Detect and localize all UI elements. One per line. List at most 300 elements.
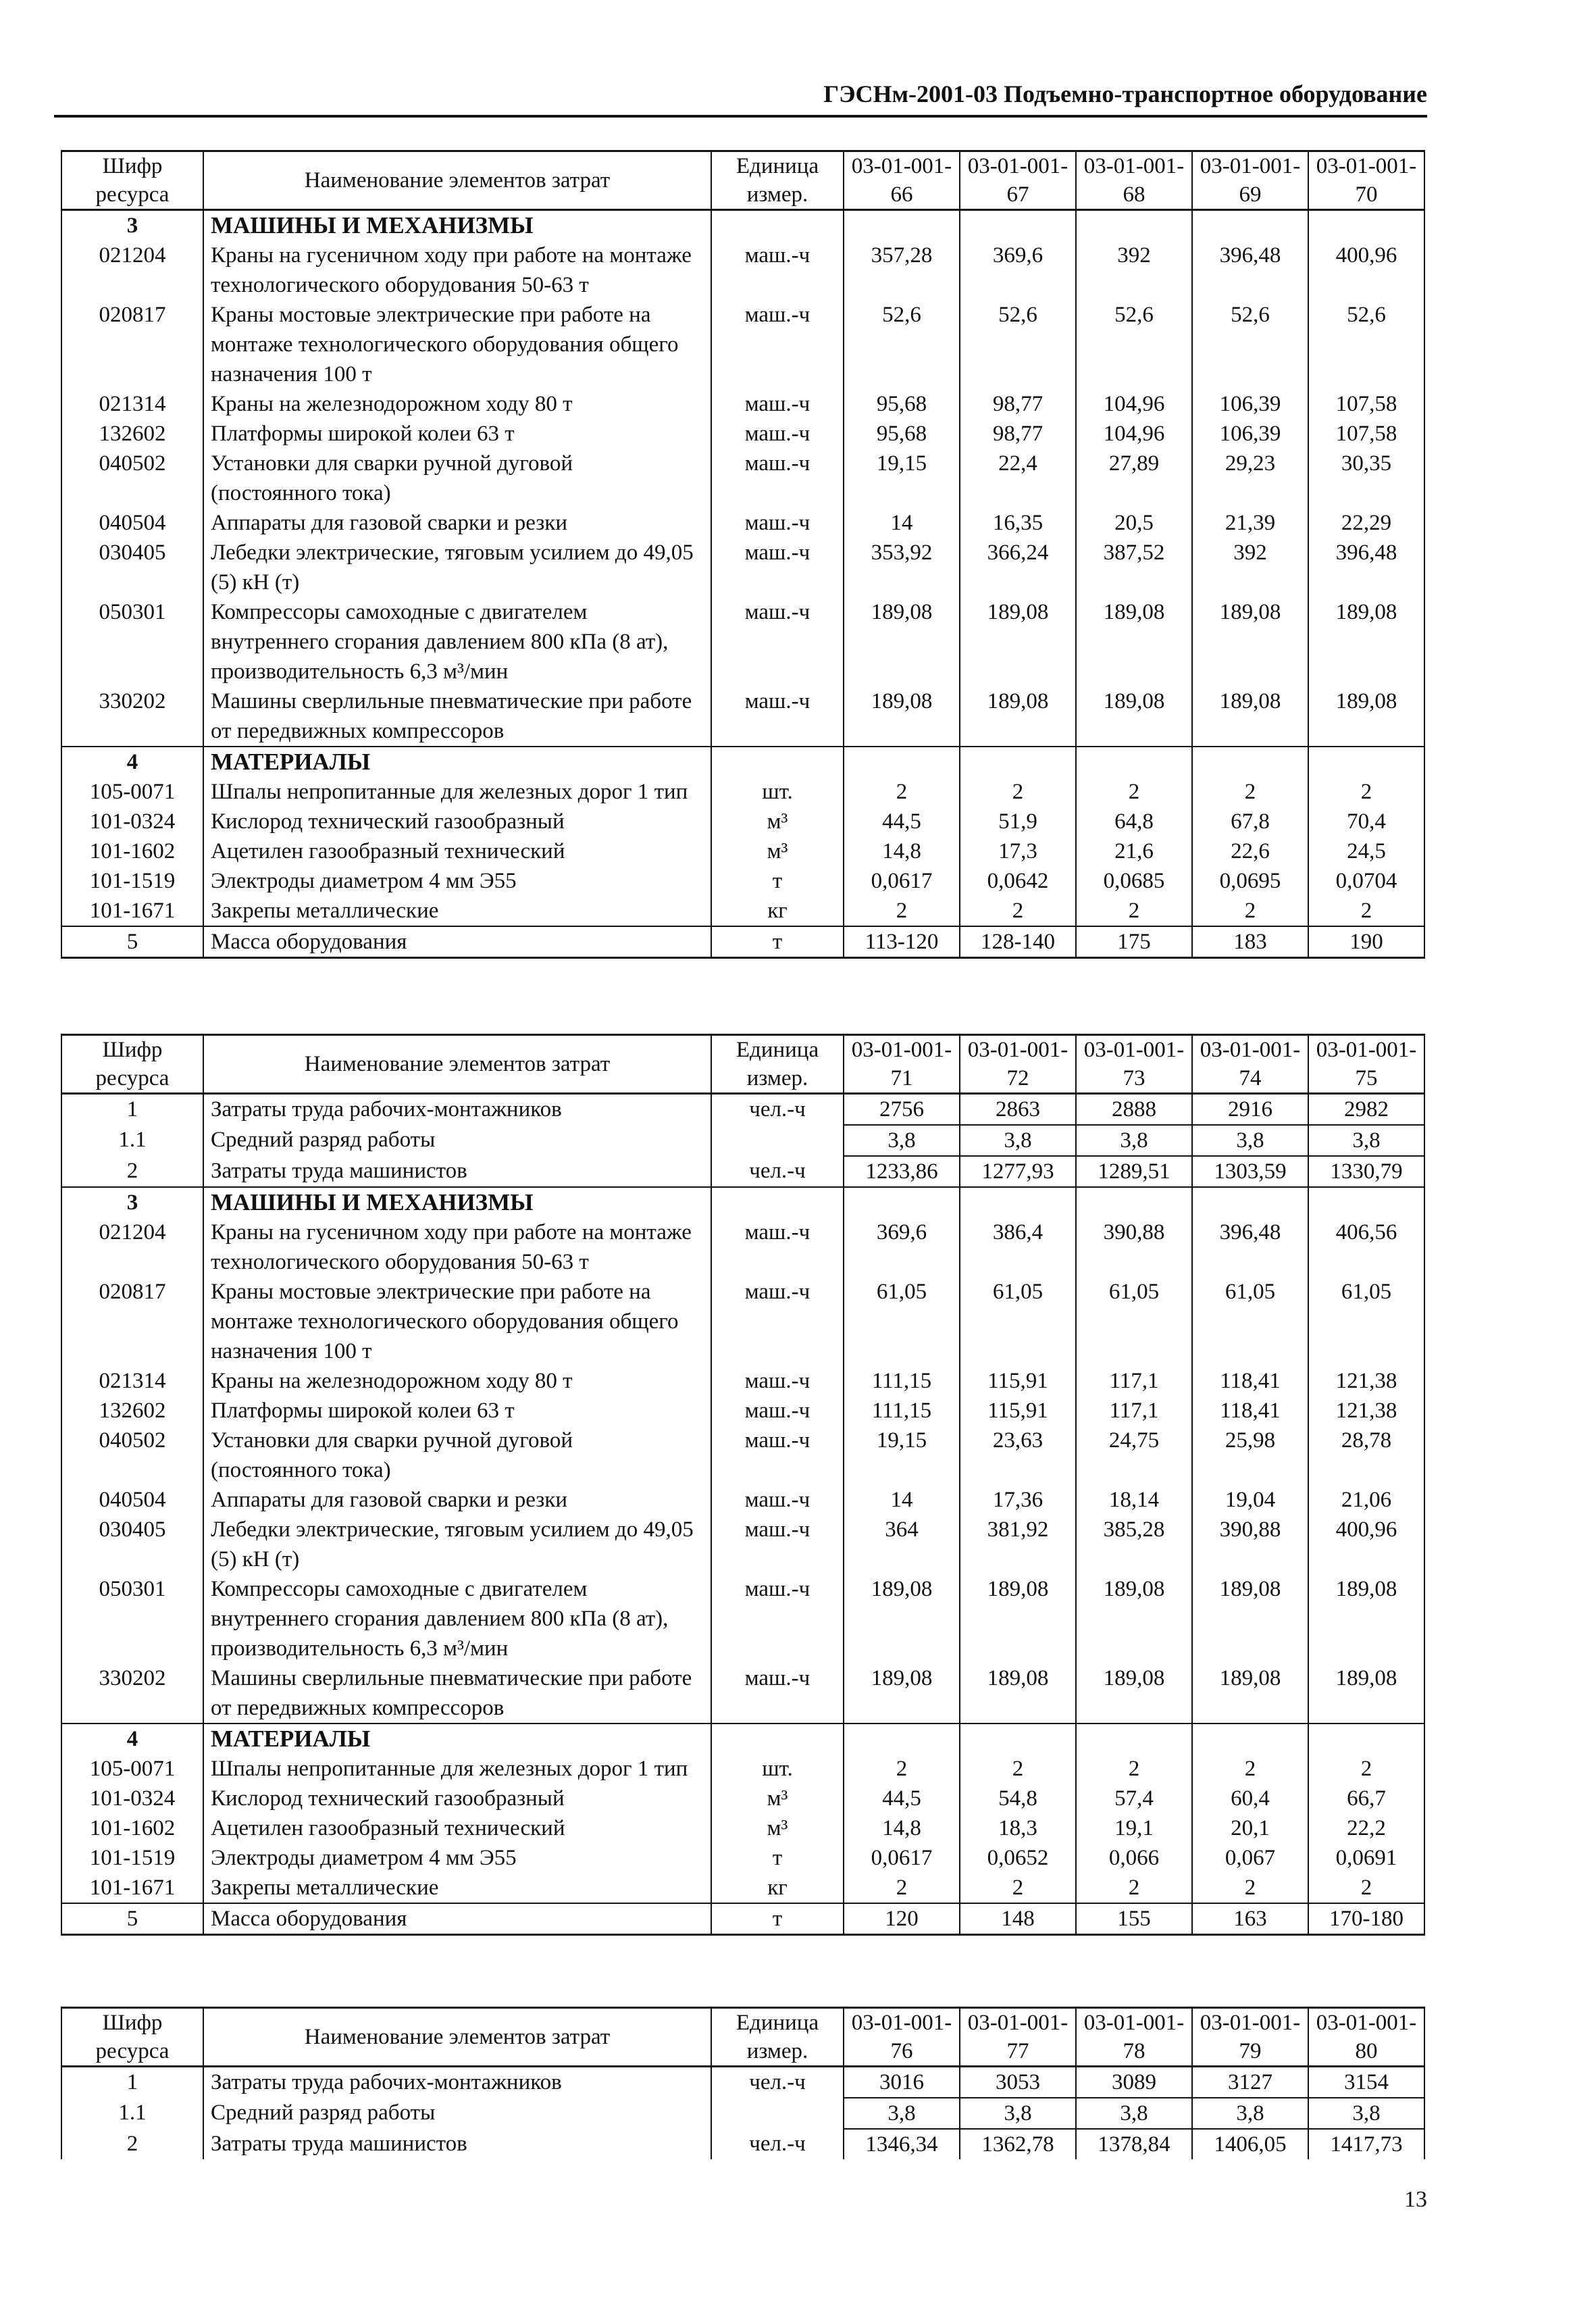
value-cell: 61,05: [1308, 1277, 1424, 1366]
value-cell: 2: [1192, 1873, 1308, 1903]
value-cell: 392: [1076, 241, 1192, 300]
cost-element-name: Масса оборудования: [203, 1903, 711, 1935]
cost-element-name: Краны на железнодорожном ходу 80 т: [203, 1366, 711, 1396]
resource-code: 101-1519: [61, 1843, 203, 1873]
value-cell: 2: [1192, 777, 1308, 807]
header-cost-element: Наименование элементов затрат: [203, 2008, 711, 2067]
value-cell: 2: [1308, 1754, 1424, 1784]
resource-code: 040502: [61, 1426, 203, 1485]
value-cell: 107,58: [1308, 389, 1424, 419]
unit-cell: т: [711, 926, 844, 958]
value-cell: 2: [844, 1754, 960, 1784]
value-cell: 183: [1192, 926, 1308, 958]
document-title: ГЭСНм-2001-03 Подъемно-транспортное оборудование: [823, 80, 1427, 107]
value-cell: [844, 747, 960, 777]
value-cell: 0,066: [1076, 1843, 1192, 1873]
value-cell: 0,0695: [1192, 866, 1308, 896]
cost-element-name: Краны мостовые электрические при работе на монтаже технологического оборудования общего назначения 100 т: [203, 300, 711, 389]
value-cell: 14,8: [844, 1813, 960, 1843]
resource-code: 030405: [61, 1515, 203, 1574]
cost-element-name: Платформы широкой колеи 63 т: [203, 419, 711, 449]
value-cell: 2: [1308, 896, 1424, 926]
value-cell: 117,1: [1076, 1366, 1192, 1396]
value-cell: 189,08: [1192, 686, 1308, 747]
value-cell: 19,04: [1192, 1485, 1308, 1515]
value-cell: 189,08: [844, 597, 960, 686]
unit-cell: [711, 2098, 844, 2129]
value-cell: 22,6: [1192, 836, 1308, 866]
value-cell: 19,15: [844, 1426, 960, 1485]
value-cell: 1277,93: [960, 1156, 1076, 1187]
header-norm-code: 03-01-001-73: [1076, 1035, 1192, 1094]
header-rule: [54, 115, 1427, 118]
value-cell: 3,8: [844, 1125, 960, 1156]
value-cell: 14: [844, 1485, 960, 1515]
unit-cell: маш.-ч: [711, 1515, 844, 1574]
value-cell: [960, 210, 1076, 241]
header-cost-element: Наименование элементов затрат: [203, 1035, 711, 1094]
cost-element-name: Закрепы металлические: [203, 1873, 711, 1903]
value-cell: 0,0691: [1308, 1843, 1424, 1873]
resource-code: 021204: [61, 1217, 203, 1277]
value-cell: [844, 1187, 960, 1217]
header-norm-code: 03-01-001-74: [1192, 1035, 1308, 1094]
value-cell: 3127: [1192, 2067, 1308, 2098]
value-cell: 189,08: [844, 1663, 960, 1724]
table-row: [61, 449, 1424, 508]
value-cell: 52,6: [960, 300, 1076, 389]
resource-code: 101-0324: [61, 807, 203, 836]
table-row: [61, 2067, 1424, 2098]
value-cell: 189,08: [844, 1574, 960, 1663]
unit-cell: [711, 1724, 844, 1754]
cost-element-name: Ацетилен газообразный технический: [203, 1813, 711, 1843]
value-cell: 67,8: [1192, 807, 1308, 836]
value-cell: 2916: [1192, 1094, 1308, 1126]
header-norm-code: 03-01-001-77: [960, 2008, 1076, 2067]
table-row: [61, 1485, 1424, 1515]
table-row: [61, 1903, 1424, 1935]
value-cell: [1308, 1187, 1424, 1217]
unit-cell: чел.-ч: [711, 1094, 844, 1126]
resource-code: 5: [61, 1903, 203, 1935]
resource-code: 050301: [61, 1574, 203, 1663]
table-header-row: [61, 2008, 1424, 2067]
cost-element-name: Средний разряд работы: [203, 2098, 711, 2129]
table-row: [61, 807, 1424, 836]
cost-element-name: Краны мостовые электрические при работе на монтаже технологического оборудования общего назначения 100 т: [203, 1277, 711, 1366]
value-cell: 189,08: [844, 686, 960, 747]
value-cell: 3,8: [1192, 2098, 1308, 2129]
value-cell: 189,08: [1192, 1663, 1308, 1724]
resource-code: 1.1: [61, 2098, 203, 2129]
table-row: [61, 508, 1424, 538]
value-cell: 115,91: [960, 1366, 1076, 1396]
value-cell: 3,8: [960, 2098, 1076, 2129]
cost-element-name: Затраты труда машинистов: [203, 2129, 711, 2159]
resource-code: 4: [61, 1724, 203, 1754]
cost-element-name: Машины сверлильные пневматические при работе от передвижных компрессоров: [203, 686, 711, 747]
value-cell: 22,4: [960, 449, 1076, 508]
resource-code: 040502: [61, 449, 203, 508]
value-cell: 106,39: [1192, 389, 1308, 419]
value-cell: 121,38: [1308, 1396, 1424, 1426]
header-norm-code: 03-01-001-79: [1192, 2008, 1308, 2067]
resource-code: 105-0071: [61, 777, 203, 807]
value-cell: 189,08: [960, 1663, 1076, 1724]
value-cell: 189,08: [1192, 597, 1308, 686]
unit-cell: [711, 747, 844, 777]
cost-element-name: Электроды диаметром 4 мм Э55: [203, 866, 711, 896]
value-cell: 95,68: [844, 389, 960, 419]
unit-cell: маш.-ч: [711, 241, 844, 300]
value-cell: 3,8: [1308, 2098, 1424, 2129]
resource-code: 040504: [61, 508, 203, 538]
value-cell: 2863: [960, 1094, 1076, 1126]
value-cell: 1233,86: [844, 1156, 960, 1187]
cost-element-name: Электроды диаметром 4 мм Э55: [203, 1843, 711, 1873]
value-cell: 400,96: [1308, 241, 1424, 300]
value-cell: 392: [1192, 538, 1308, 597]
cost-element-name: Затраты труда рабочих-монтажников: [203, 2067, 711, 2098]
resource-code: 5: [61, 926, 203, 958]
cost-element-name: МАТЕРИАЛЫ: [203, 747, 711, 777]
value-cell: 3,8: [1076, 1125, 1192, 1156]
value-cell: 16,35: [960, 508, 1076, 538]
value-cell: 3,8: [960, 1125, 1076, 1156]
header-resource-code: Шифр ресурса: [61, 151, 203, 210]
value-cell: 3053: [960, 2067, 1076, 2098]
value-cell: 0,0652: [960, 1843, 1076, 1873]
value-cell: 190: [1308, 926, 1424, 958]
table-row: [61, 419, 1424, 449]
resource-code: 020817: [61, 1277, 203, 1366]
resource-code: 330202: [61, 686, 203, 747]
value-cell: 381,92: [960, 1515, 1076, 1574]
header-unit: Единица измер.: [711, 151, 844, 210]
value-cell: 54,8: [960, 1784, 1076, 1813]
value-cell: 118,41: [1192, 1366, 1308, 1396]
value-cell: 369,6: [960, 241, 1076, 300]
table-row: [61, 1813, 1424, 1843]
value-cell: 2: [844, 1873, 960, 1903]
value-cell: 61,05: [1076, 1277, 1192, 1366]
value-cell: [1308, 1724, 1424, 1754]
value-cell: [1192, 210, 1308, 241]
unit-cell: т: [711, 1843, 844, 1873]
value-cell: 120: [844, 1903, 960, 1935]
table-row: [61, 1125, 1424, 1156]
header-norm-code: 03-01-001-70: [1308, 151, 1424, 210]
table-header-row: [61, 151, 1424, 210]
value-cell: 52,6: [1076, 300, 1192, 389]
table-row: [61, 1754, 1424, 1784]
value-cell: 98,77: [960, 419, 1076, 449]
value-cell: 27,89: [1076, 449, 1192, 508]
value-cell: 52,6: [1308, 300, 1424, 389]
table-row: [61, 896, 1424, 926]
value-cell: 3,8: [1076, 2098, 1192, 2129]
table-row: [61, 1277, 1424, 1366]
value-cell: 30,35: [1308, 449, 1424, 508]
table-row: [61, 1217, 1424, 1277]
table-row: [61, 1187, 1424, 1217]
value-cell: 387,52: [1076, 538, 1192, 597]
unit-cell: маш.-ч: [711, 1663, 844, 1724]
resource-code: 132602: [61, 1396, 203, 1426]
value-cell: 2982: [1308, 1094, 1424, 1126]
resource-code: 330202: [61, 1663, 203, 1724]
unit-cell: т: [711, 1903, 844, 1935]
value-cell: 19,15: [844, 449, 960, 508]
table-row: [61, 2129, 1424, 2159]
value-cell: 189,08: [1076, 1574, 1192, 1663]
table-header-row: [61, 1035, 1424, 1094]
value-cell: 2: [844, 896, 960, 926]
header-cost-element: Наименование элементов затрат: [203, 151, 711, 210]
value-cell: 396,48: [1308, 538, 1424, 597]
cost-element-name: МАШИНЫ И МЕХАНИЗМЫ: [203, 210, 711, 241]
value-cell: 0,0617: [844, 1843, 960, 1873]
value-cell: 2: [844, 777, 960, 807]
table-row: [61, 1515, 1424, 1574]
cost-element-name: Шпалы непропитанные для железных дорог 1 тип: [203, 1754, 711, 1784]
table-row: [61, 1784, 1424, 1813]
table-row: [61, 747, 1424, 777]
value-cell: 51,9: [960, 807, 1076, 836]
value-cell: [1076, 1724, 1192, 1754]
value-cell: 95,68: [844, 419, 960, 449]
value-cell: 60,4: [1192, 1784, 1308, 1813]
value-cell: 175: [1076, 926, 1192, 958]
value-cell: 189,08: [960, 1574, 1076, 1663]
resource-table-76-80: [61, 2007, 1424, 2159]
value-cell: 21,39: [1192, 508, 1308, 538]
value-cell: 22,29: [1308, 508, 1424, 538]
resource-code: 1: [61, 2067, 203, 2098]
value-cell: 0,0617: [844, 866, 960, 896]
header-norm-code: 03-01-001-68: [1076, 151, 1192, 210]
value-cell: 189,08: [960, 686, 1076, 747]
table-row: [61, 597, 1424, 686]
unit-cell: маш.-ч: [711, 538, 844, 597]
header-norm-code: 03-01-001-80: [1308, 2008, 1424, 2067]
cost-element-name: Аппараты для газовой сварки и резки: [203, 508, 711, 538]
value-cell: [844, 1724, 960, 1754]
value-cell: [1308, 210, 1424, 241]
value-cell: 0,0685: [1076, 866, 1192, 896]
header-unit: Единица измер.: [711, 1035, 844, 1094]
header-norm-code: 03-01-001-72: [960, 1035, 1076, 1094]
value-cell: 0,0642: [960, 866, 1076, 896]
value-cell: 106,39: [1192, 419, 1308, 449]
cost-element-name: Кислород технический газообразный: [203, 1784, 711, 1813]
resource-code: 101-1602: [61, 1813, 203, 1843]
value-cell: 1378,84: [1076, 2129, 1192, 2159]
unit-cell: маш.-ч: [711, 1366, 844, 1396]
value-cell: 3016: [844, 2067, 960, 2098]
cost-element-name: Краны на гусеничном ходу при работе на монтаже технологического оборудования 50-63 т: [203, 1217, 711, 1277]
resource-code: 2: [61, 1156, 203, 1187]
value-cell: 121,38: [1308, 1366, 1424, 1396]
value-cell: 28,78: [1308, 1426, 1424, 1485]
value-cell: 20,5: [1076, 508, 1192, 538]
value-cell: 113-120: [844, 926, 960, 958]
value-cell: 1406,05: [1192, 2129, 1308, 2159]
value-cell: 189,08: [1076, 686, 1192, 747]
header-norm-code: 03-01-001-76: [844, 2008, 960, 2067]
page-number: 13: [1404, 2187, 1427, 2212]
cost-element-name: Лебедки электрические, тяговым усилием до 49,05 (5) кН (т): [203, 538, 711, 597]
value-cell: 104,96: [1076, 389, 1192, 419]
value-cell: 98,77: [960, 389, 1076, 419]
value-cell: [1192, 1187, 1308, 1217]
header-resource-code: Шифр ресурса: [61, 1035, 203, 1094]
table-row: [61, 1094, 1424, 1126]
value-cell: [844, 210, 960, 241]
table-row: [61, 1663, 1424, 1724]
resource-code: 101-1602: [61, 836, 203, 866]
value-cell: 0,067: [1192, 1843, 1308, 1873]
value-cell: 163: [1192, 1903, 1308, 1935]
table-row: [61, 686, 1424, 747]
value-cell: [1076, 1187, 1192, 1217]
value-cell: 44,5: [844, 807, 960, 836]
unit-cell: [711, 1125, 844, 1156]
value-cell: 3,8: [1192, 1125, 1308, 1156]
resource-code: 132602: [61, 419, 203, 449]
value-cell: 25,98: [1192, 1426, 1308, 1485]
unit-cell: маш.-ч: [711, 597, 844, 686]
value-cell: 14: [844, 508, 960, 538]
value-cell: 189,08: [960, 597, 1076, 686]
value-cell: 189,08: [1308, 1574, 1424, 1663]
cost-table: [61, 2007, 1425, 2159]
unit-cell: маш.-ч: [711, 508, 844, 538]
table-row: [61, 1156, 1424, 1187]
table-row: [61, 866, 1424, 896]
value-cell: 2: [960, 896, 1076, 926]
value-cell: [960, 1187, 1076, 1217]
value-cell: 406,56: [1308, 1217, 1424, 1277]
table-row: [61, 300, 1424, 389]
cost-element-name: Затраты труда машинистов: [203, 1156, 711, 1187]
table-row: [61, 1426, 1424, 1485]
header-norm-code: 03-01-001-78: [1076, 2008, 1192, 2067]
value-cell: 3154: [1308, 2067, 1424, 2098]
value-cell: 128-140: [960, 926, 1076, 958]
value-cell: [1076, 210, 1192, 241]
value-cell: 1330,79: [1308, 1156, 1424, 1187]
value-cell: 61,05: [1192, 1277, 1308, 1366]
table-row: [61, 389, 1424, 419]
cost-element-name: Средний разряд работы: [203, 1125, 711, 1156]
value-cell: 64,8: [1076, 807, 1192, 836]
unit-cell: маш.-ч: [711, 1396, 844, 1426]
value-cell: 400,96: [1308, 1515, 1424, 1574]
value-cell: 3,8: [844, 2098, 960, 2129]
value-cell: 2: [1076, 1873, 1192, 1903]
value-cell: 189,08: [1076, 1663, 1192, 1724]
resource-code: 105-0071: [61, 1754, 203, 1784]
unit-cell: м³: [711, 1813, 844, 1843]
resource-code: 021314: [61, 1366, 203, 1396]
value-cell: 118,41: [1192, 1396, 1308, 1426]
table-row: [61, 777, 1424, 807]
cost-element-name: Лебедки электрические, тяговым усилием до 49,05 (5) кН (т): [203, 1515, 711, 1574]
table-row: [61, 1873, 1424, 1903]
unit-cell: шт.: [711, 777, 844, 807]
value-cell: 390,88: [1076, 1217, 1192, 1277]
unit-cell: маш.-ч: [711, 1426, 844, 1485]
cost-element-name: Компрессоры самоходные с двигателем внутреннего сгорания давлением 800 кПа (8 ат), производительность 6,3 м³/мин: [203, 1574, 711, 1663]
value-cell: 61,05: [960, 1277, 1076, 1366]
value-cell: 396,48: [1192, 241, 1308, 300]
resource-code: 021314: [61, 389, 203, 419]
header-norm-code: 03-01-001-75: [1308, 1035, 1424, 1094]
value-cell: [1076, 747, 1192, 777]
resource-code: 030405: [61, 538, 203, 597]
header-unit: Единица измер.: [711, 2008, 844, 2067]
cost-element-name: Ацетилен газообразный технический: [203, 836, 711, 866]
value-cell: 189,08: [1076, 597, 1192, 686]
value-cell: 24,75: [1076, 1426, 1192, 1485]
cost-element-name: Закрепы металлические: [203, 896, 711, 926]
table-row: [61, 1843, 1424, 1873]
value-cell: 189,08: [1308, 597, 1424, 686]
unit-cell: маш.-ч: [711, 1277, 844, 1366]
value-cell: [1192, 1724, 1308, 1754]
value-cell: [1308, 747, 1424, 777]
value-cell: 115,91: [960, 1396, 1076, 1426]
table-row: [61, 538, 1424, 597]
value-cell: 357,28: [844, 241, 960, 300]
unit-cell: маш.-ч: [711, 419, 844, 449]
unit-cell: м³: [711, 836, 844, 866]
resource-code: 101-0324: [61, 1784, 203, 1813]
value-cell: 22,2: [1308, 1813, 1424, 1843]
value-cell: 2: [1076, 777, 1192, 807]
value-cell: 52,6: [844, 300, 960, 389]
unit-cell: [711, 210, 844, 241]
value-cell: 386,4: [960, 1217, 1076, 1277]
value-cell: [960, 747, 1076, 777]
resource-code: 3: [61, 1187, 203, 1217]
cost-element-name: Затраты труда рабочих-монтажников: [203, 1094, 711, 1126]
resource-code: 101-1671: [61, 896, 203, 926]
value-cell: 117,1: [1076, 1396, 1192, 1426]
unit-cell: чел.-ч: [711, 2067, 844, 2098]
value-cell: 2756: [844, 1094, 960, 1126]
value-cell: 24,5: [1308, 836, 1424, 866]
value-cell: 57,4: [1076, 1784, 1192, 1813]
value-cell: 104,96: [1076, 419, 1192, 449]
value-cell: 366,24: [960, 538, 1076, 597]
header-norm-code: 03-01-001-66: [844, 151, 960, 210]
value-cell: 1303,59: [1192, 1156, 1308, 1187]
value-cell: 52,6: [1192, 300, 1308, 389]
value-cell: 1362,78: [960, 2129, 1076, 2159]
value-cell: 0,0704: [1308, 866, 1424, 896]
value-cell: 189,08: [1308, 1663, 1424, 1724]
cost-element-name: Платформы широкой колеи 63 т: [203, 1396, 711, 1426]
value-cell: 17,36: [960, 1485, 1076, 1515]
value-cell: 3089: [1076, 2067, 1192, 2098]
table-row: [61, 1574, 1424, 1663]
resource-code: 4: [61, 747, 203, 777]
cost-element-name: МАТЕРИАЛЫ: [203, 1724, 711, 1754]
value-cell: 20,1: [1192, 1813, 1308, 1843]
